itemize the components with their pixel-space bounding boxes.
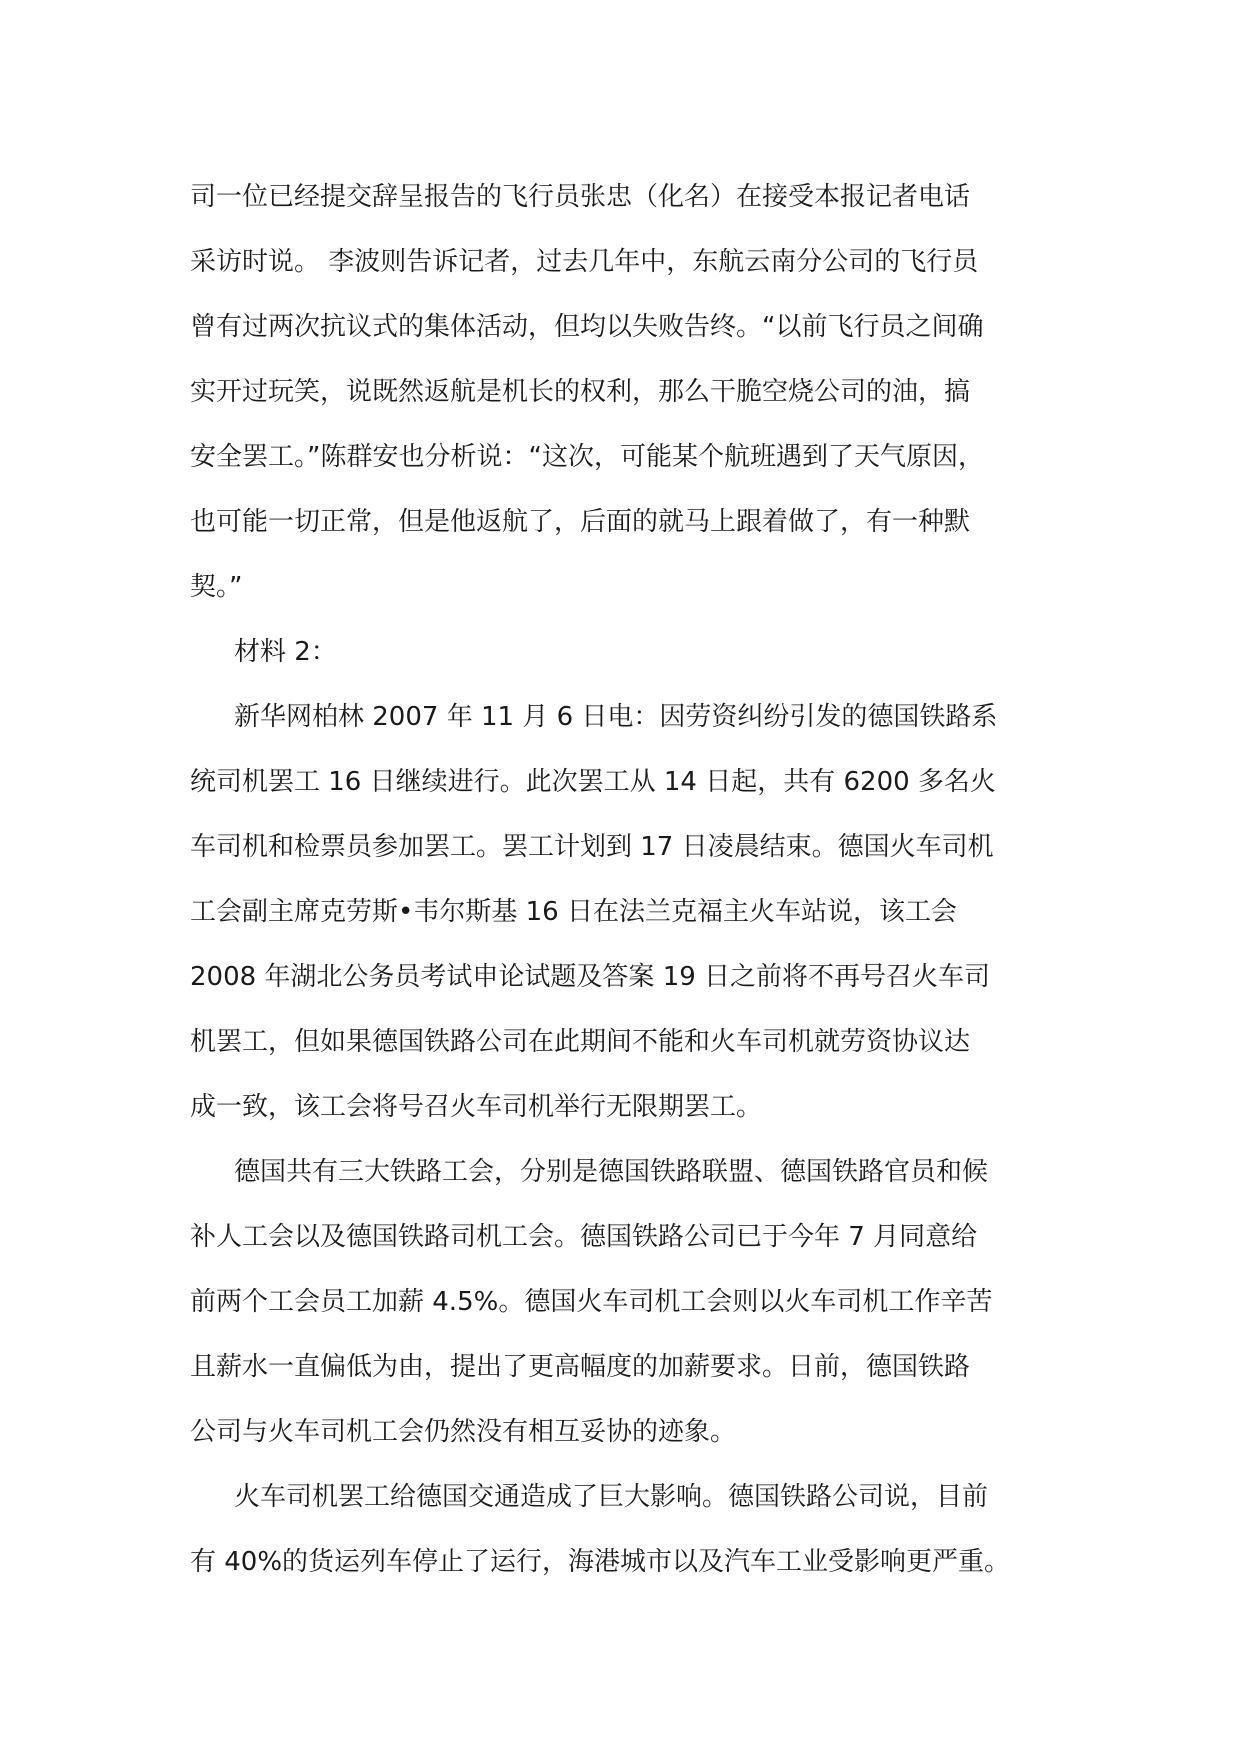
text-line: 工会副主席克劳斯•韦尔斯基 16 日在法兰克福主火车站说，该工会 <box>190 897 957 927</box>
text-line: 实开过玩笑，说既然返航是机长的权利，那么干脆空烧公司的油，搞 <box>190 377 971 407</box>
text-line: 有 40%的货运列车停止了运行，海港城市以及汽车工业受影响更严重。 <box>190 1547 1011 1577</box>
text-line: 曾有过两次抗议式的集体活动，但均以失败告终。“以前飞行员之间确 <box>190 312 984 342</box>
section-heading: 材料 2： <box>234 637 337 667</box>
text-line: 契。” <box>190 572 243 602</box>
text-line: 司一位已经提交辞呈报告的飞行员张忠（化名）在接受本报记者电话 <box>190 182 971 212</box>
text-line: 且薪水一直偏低为由，提出了更高幅度的加薪要求。日前，德国铁路 <box>190 1352 971 1382</box>
document-body <box>190 165 1070 1595</box>
text-line: 火车司机罢工给德国交通造成了巨大影响。德国铁路公司说，目前 <box>234 1482 989 1512</box>
text-line: 新华网柏林 2007 年 11 月 6 日电：因劳资纠纷引发的德国铁路系 <box>234 702 998 732</box>
text-line: 也可能一切正常，但是他返航了，后面的就马上跟着做了，有一种默 <box>190 507 971 537</box>
text-line: 补人工会以及德国铁路司机工会。德国铁路公司已于今年 7 月同意给 <box>190 1222 978 1252</box>
text-line: 公司与火车司机工会仍然没有相互妥协的迹象。 <box>190 1417 737 1447</box>
text-line: 2008 年湖北公务员考试申论试题及答案 19 日之前将不再号召火车司 <box>190 962 991 992</box>
text-line: 前两个工会员工加薪 4.5%。德国火车司机工会则以火车司机工作辛苦 <box>190 1287 993 1317</box>
text-line: 车司机和检票员参加罢工。罢工计划到 17 日凌晨结束。德国火车司机 <box>190 832 994 862</box>
text-line: 安全罢工。”陈群安也分析说：“这次，可能某个航班遇到了天气原因， <box>190 442 984 472</box>
text-line: 统司机罢工 16 日继续进行。此次罢工从 14 日起，共有 6200 多名火 <box>190 767 996 797</box>
text-line: 机罢工，但如果德国铁路公司在此期间不能和火车司机就劳资协议达 <box>190 1027 971 1057</box>
text-line: 成一致，该工会将号召火车司机举行无限期罢工。 <box>190 1092 763 1122</box>
text-line: 采访时说。 李波则告诉记者，过去几年中，东航云南分公司的飞行员 <box>190 247 979 277</box>
text-line: 德国共有三大铁路工会，分别是德国铁路联盟、德国铁路官员和候 <box>234 1157 989 1187</box>
